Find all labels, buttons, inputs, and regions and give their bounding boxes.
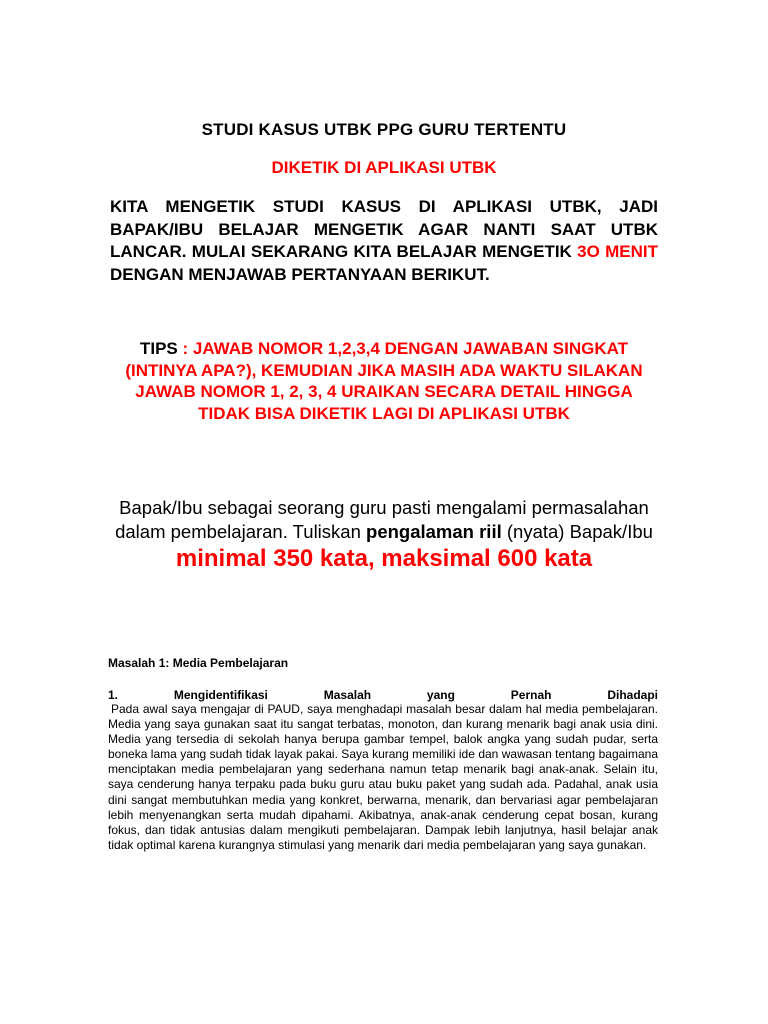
body-paragraph: Pada awal saya mengajar di PAUD, saya menghadapi masalah besar dalam hal media pembelajaran. Media yang saya gunakan saat itu sangat terbatas, monoton, dan kurang menarik bagi anak usia dini. Media yang tersedia di sekolah hanya berupa gambar tempel, balok angka yang sudah pudar, serta boneka lama yang sudah tidak layak pakai. Saya kurang memiliki ide dan wawasan tentang bagaimana menciptakan media pembelajaran yang sederhana namun tetap menarik bagi anak-anak. Selain itu, saya cenderung hanya terpaku pada buku guru atau buku paket yang sudah ada. Padahal, anak usia dini sangat membutuhkan media yang konkret, berwarna, menarik, dan bervariasi agar pembelajaran lebih menyenangkan serta mudah dipahami. Akibatnya, anak-anak cenderung cepat bosan, kurang fokus, dan tidak antusias dalam mengikuti pembelajaran. Dampak lebih lanjutnya, hasil belajar anak tidak optimal karena kurangnya stimulasi yang menarik dari media pembelajaran yang saya gunakan. [108, 702, 658, 852]
prompt-text-1: Bapak/Ibu sebagai seorang guru pasti mengalami permasalahan dalam pembelajaran. Tuliskan [115, 497, 649, 542]
point-word: Pernah [510, 688, 552, 702]
point-word: Mengidentifikasi [173, 688, 268, 702]
page-subtitle: DIKETIK DI APLIKASI UTBK [271, 158, 497, 177]
intro-paragraph [110, 196, 658, 286]
tips-text: : JAWAB NOMOR 1,2,3,4 DENGAN JAWABAN SINGKAT (INTINYA APA?), KEMUDIAN JIKA MASIH ADA WAKTU SILAKAN JAWAB NOMOR 1, 2, 3, 4 URAIKAN SECARA DETAIL HINGGA TIDAK BISA DIKETIK LAGI DI APLIKASI UTBK [125, 339, 643, 423]
intro-text-1: KITA MENGETIK STUDI KASUS DI APLIKASI UTBK, JADI BAPAK/IBU BELAJAR MENGETIK AGAR NANTI SAAT UTBK LANCAR. MULAI SEKARANG KITA BELAJAR MENGETIK [110, 197, 658, 261]
page-title: STUDI KASUS UTBK PPG GURU TERTENTU [201, 120, 567, 139]
writing-prompt [110, 496, 658, 574]
tips-paragraph [110, 338, 658, 424]
point-heading [108, 688, 658, 702]
prompt-bold-text: pengalaman riil [366, 521, 502, 542]
point-word: Masalah [323, 688, 372, 702]
point-word: yang [426, 688, 455, 702]
prompt-text-2: (nyata) Bapak/Ibu [501, 521, 653, 542]
tips-label: TIPS [139, 339, 178, 358]
point-word: Dihadapi [607, 688, 658, 702]
prompt-word-limit: minimal 350 kata, maksimal 600 kata [175, 545, 593, 572]
problem-heading: Masalah 1: Media Pembelajaran [108, 656, 289, 670]
intro-text-2: DENGAN MENJAWAB PERTANYAAN BERIKUT. [110, 264, 490, 284]
point-word: 1. [108, 688, 119, 702]
intro-highlight-duration: 3O MENIT [577, 242, 658, 261]
